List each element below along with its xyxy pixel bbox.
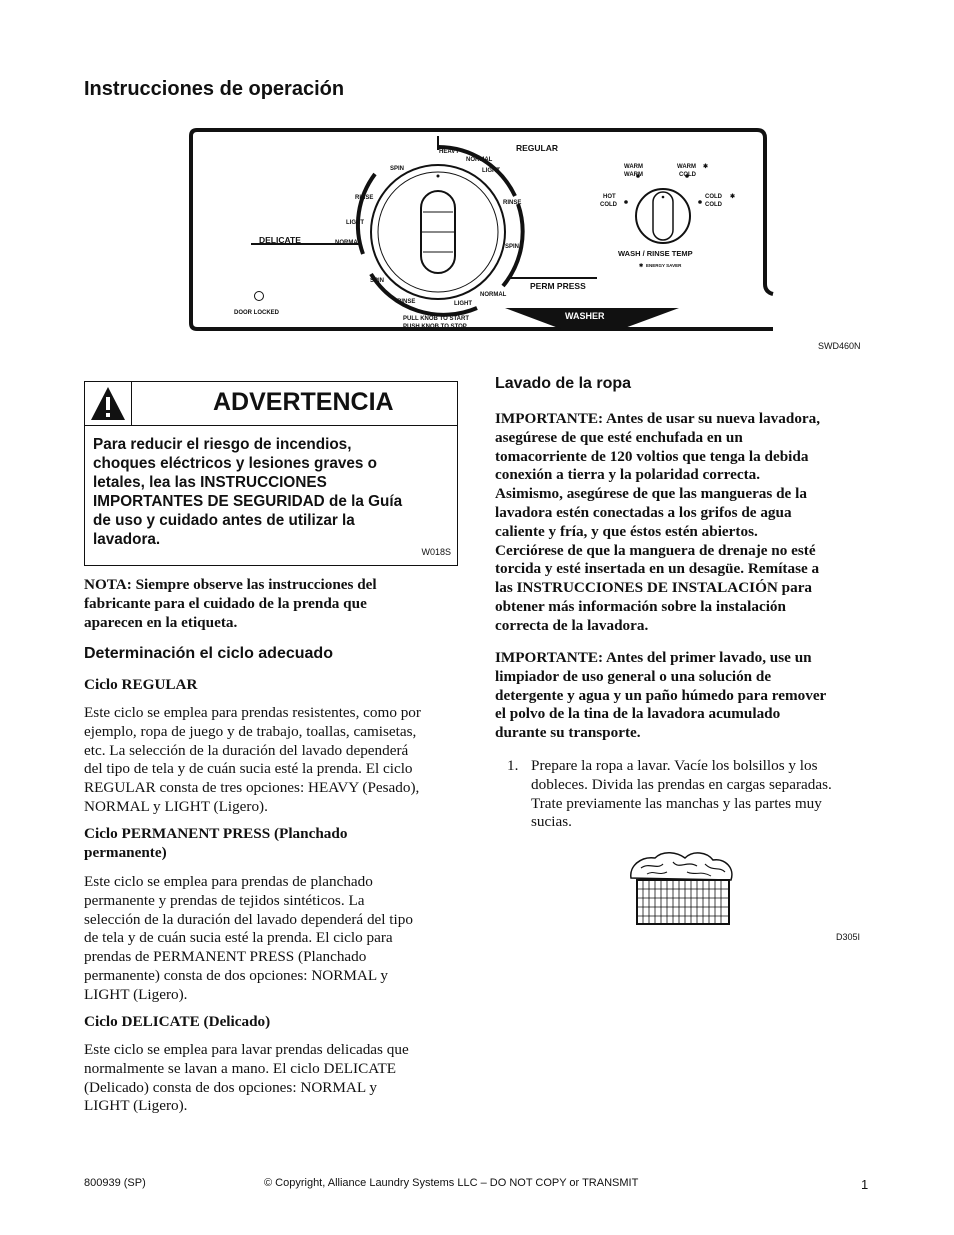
perm-press-paragraph: Este ciclo se emplea para prendas de planchado permanente y prendas de tejidos sintéticos. La selección de la duración del lavado dependerá del tipo de tela y de cuán sucia esté la prenda. El ciclo para prendas de PERMANENT PRESS (Planchado permanente) consta de dos opciones: NORMAL y LIGHT (Ligero). xyxy=(84,873,413,1003)
label-pull-knob: PULL KNOB TO START xyxy=(403,316,469,322)
list-item-number: 1. xyxy=(507,757,519,774)
nota-paragraph: NOTA: Siempre observe las instrucciones del fabricante para el cuidado de la prenda que aparecen en la etiqueta. xyxy=(84,576,377,631)
page-title: Instrucciones de operación xyxy=(84,78,345,100)
regular-paragraph: Este ciclo se emplea para prendas resistentes, como por ejemplo, ropa de juego y de trabajo, toallas, camisetas, etc. La selección de la duración del lavado dependerá del tipo de tela y de cuán sucia esté la prenda. El ciclo REGULAR consta de tres opciones: HEAVY (Pesado), NORMAL y LIGHT (Ligero). xyxy=(84,704,421,815)
label-push-knob: PUSH KNOB TO STOP xyxy=(403,324,467,330)
label-hot-cold-1: HOT xyxy=(603,194,616,200)
footer-doc-number: 800939 (SP) xyxy=(84,1177,146,1189)
control-panel-illustration xyxy=(185,124,783,342)
label-normal-top: NORMAL xyxy=(466,157,493,163)
label-spin-right: SPIN xyxy=(505,244,520,250)
label-rinse-right: RINSE xyxy=(503,200,522,206)
temp-knob xyxy=(653,192,673,240)
label-normal-bottom: NORMAL xyxy=(480,292,507,298)
label-warm-warm-2: WARM xyxy=(624,172,643,178)
label-warm-warm-1: WARM xyxy=(624,164,643,170)
warning-title: ADVERTENCIA xyxy=(213,388,394,416)
label-wash-rinse-temp: WASH / RINSE TEMP xyxy=(618,249,693,258)
delicate-paragraph: Este ciclo se emplea para lavar prendas delicadas que normalmente se lavan a mano. El ciclo DELICATE (Delicado) consta de dos opciones: NORMAL y LIGHT (Ligero). xyxy=(84,1041,409,1115)
page-number: 1 xyxy=(861,1177,869,1192)
right-heading: Lavado de la ropa xyxy=(495,375,632,392)
label-cold-cold-2: COLD xyxy=(705,202,722,208)
temp-dial xyxy=(624,174,702,243)
section-heading: Determinación el ciclo adecuado xyxy=(84,645,333,662)
label-door-locked: DOOR LOCKED xyxy=(234,310,279,316)
list-item-text: Prepare la ropa a lavar. Vacíe los bolsillos y los dobleces. Divida las prendas en cargas separadas. Trate previamente las manchas y las partes muy sucias. xyxy=(531,757,832,831)
label-washer: WASHER xyxy=(565,311,605,321)
figure-code: SWD460N xyxy=(818,341,861,351)
label-heavy: HEAVY xyxy=(439,149,460,155)
label-warm-cold-2: COLD xyxy=(679,172,696,178)
label-regular: REGULAR xyxy=(516,143,559,153)
delicate-heading: Ciclo DELICATE (Delicado) xyxy=(84,1013,271,1030)
warning-code: W018S xyxy=(421,547,451,557)
label-rinse-left: RINSE xyxy=(355,195,374,201)
door-locked-light xyxy=(255,292,264,301)
label-light-top: LIGHT xyxy=(482,168,500,174)
footer-copyright: © Copyright, Alliance Laundry Systems LLC – DO NOT COPY or TRANSMIT xyxy=(264,1177,639,1189)
laundry-basket-illustration xyxy=(627,848,737,928)
star-icon: ✱ xyxy=(639,263,644,269)
label-delicate: DELICATE xyxy=(259,235,301,245)
label-light-left: LIGHT xyxy=(346,220,364,226)
warning-header xyxy=(85,382,457,426)
perm-press-heading: Ciclo PERMANENT PRESS (Planchado permanente) xyxy=(84,825,348,861)
warning-text: Para reducir el riesgo de incendios, choques eléctricos y lesiones graves o letales, lea las INSTRUCCIONES IMPORTANTES DE SEGURIDAD de la Guía de uso y cuidado antes de utilizar la lavadora. xyxy=(93,436,403,548)
label-energy-saver: ENERGY SAVER xyxy=(646,263,682,268)
star-icon: ✱ xyxy=(703,164,709,170)
label-normal-left: NORMAL xyxy=(335,240,362,246)
label-warm-cold-1: WARM xyxy=(677,164,696,170)
warning-box xyxy=(84,381,458,566)
label-perm-press: PERM PRESS xyxy=(530,281,586,291)
importante-paragraph-1: IMPORTANTE: Antes de usar su nueva lavadora, asegúrese de que esté enchufada en un tomacorriente de 120 voltios que tenga la debida conexión a tierra y la polaridad correcta. Asimismo, asegúrese de que las mangueras de la lavadora estén conectadas a los grifos de agua caliente y fría, y que éstos estén abiertos. Cerciórese de que la manguera de drenaje no esté torcida y esté insertada en un desagüe. Remítase a las INSTRUCCIONES DE INSTALACIÓN para obtener más información sobre la instalación correcta de la lavadora. xyxy=(495,410,821,634)
star-icon: ✱ xyxy=(730,194,736,200)
warning-triangle-icon xyxy=(85,382,131,425)
label-rinse-bottom: RINSE xyxy=(397,299,416,305)
label-cold-cold-1: COLD xyxy=(705,194,722,200)
warning-icon-cell xyxy=(85,382,132,425)
label-spin-top-left: SPIN xyxy=(390,166,405,172)
importante-paragraph-2: IMPORTANTE: Antes del primer lavado, use un limpiador de uso general o una solución de detergente y agua y un paño húmedo para remover el polvo de la tina de la lavadora acumulado durante su transporte. xyxy=(495,649,827,742)
figure-code: D305I xyxy=(836,932,861,942)
label-light-bottom: LIGHT xyxy=(454,301,472,307)
label-spin-bottom-left: SPIN xyxy=(370,278,385,284)
regular-heading: Ciclo REGULAR xyxy=(84,676,198,693)
label-hot-cold-2: COLD xyxy=(600,202,617,208)
